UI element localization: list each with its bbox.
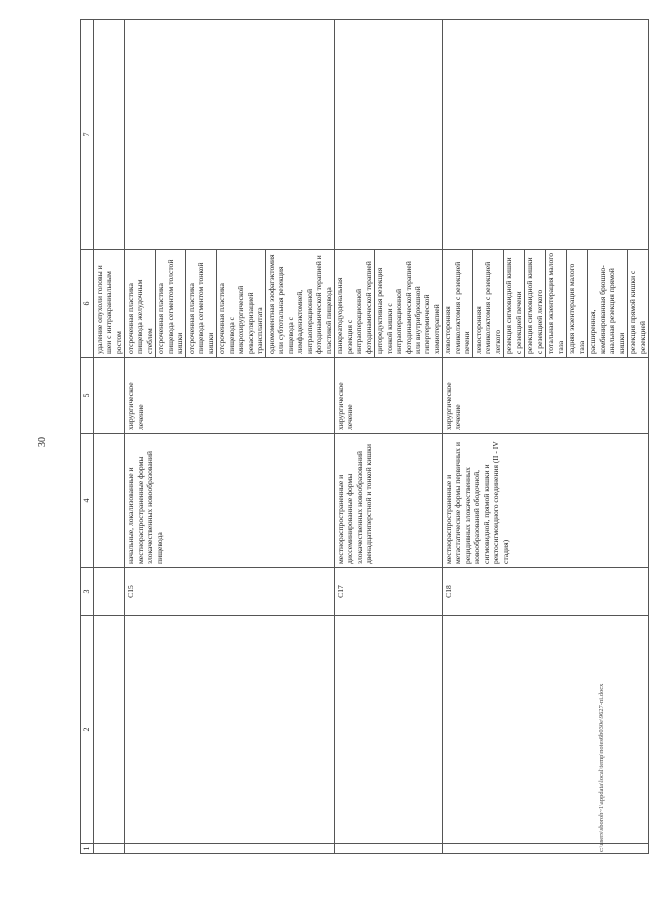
operations-cell bbox=[442, 250, 648, 358]
operation-item: расширенная, комбинированная брюшно-анальная резекция прямой кишки bbox=[588, 250, 628, 357]
column-number-3: 3 bbox=[81, 568, 94, 616]
icd-code: C17 bbox=[334, 568, 442, 616]
operation-item: левосторонняя гемиколэктомия с резекцией легкого bbox=[473, 250, 503, 357]
table-row bbox=[442, 20, 648, 854]
operation-item: панкреатодуоденальная резекция с интраоперационной фотодинамической терапией bbox=[335, 250, 375, 357]
page-number: 30 bbox=[37, 437, 48, 447]
operation-item: отсроченная пластика пищевода сегментом тонкой кишки bbox=[186, 250, 216, 357]
operations-cell bbox=[334, 250, 442, 358]
diagnosis-cell: местнораспространенные и метастатические формы первичных и рецидивных злокачественных новообразований ободочной, сигмовидной, прямой кишки и ректосигмоидного соединения (II - IV стадия) bbox=[442, 434, 648, 568]
operation-item: тотальная экзентерация малого таза bbox=[546, 250, 567, 357]
operation-item: резекция сигмовидной кишки с резекцией легкого bbox=[525, 250, 546, 357]
header-row bbox=[81, 20, 94, 854]
column-number-7: 7 bbox=[81, 20, 94, 250]
table-row bbox=[94, 20, 125, 854]
operation-cell: удаление опухоли головы и шеи с интракраниальным ростом bbox=[94, 250, 125, 358]
operations-cell bbox=[125, 250, 334, 358]
treatment-cell: хирургическое лечение bbox=[334, 358, 442, 434]
operation-item: задняя экзентерация малого таза bbox=[567, 250, 588, 357]
column-number-6: 6 bbox=[81, 250, 94, 358]
treatment-cell: хирургическое лечение bbox=[442, 358, 648, 434]
icd-code: C15 bbox=[125, 568, 334, 616]
operation-item: циторедуктивная резекция тонкой кишки с интраоперационной фотодинамической терапией или внутрибрюшной гипертермической химиотерапией bbox=[375, 261, 441, 354]
column-number-2: 2 bbox=[81, 616, 94, 844]
operation-item: отсроченная пластика пищевода сегментом толстой кишки bbox=[156, 250, 186, 357]
table-row bbox=[334, 20, 442, 854]
diagnosis-cell: начальные, локализованные и местнораспространенные формы злокачественных новообразований пищевода bbox=[125, 434, 334, 568]
rotated-page-content bbox=[80, 20, 647, 854]
operation-item: резекция прямой кишки с резекцией bbox=[628, 270, 647, 354]
table-row bbox=[125, 20, 334, 854]
diagnosis-cell: местнораспространенные и диссеминированные формы злокачественных новообразований двенадцатиперстной и тонкой кишки bbox=[334, 434, 442, 568]
footer-file-path: c:\users\sboroh~1\appdata\local\temp\notes6b030e\9627-ni.docx bbox=[598, 683, 605, 852]
treatment-table bbox=[80, 19, 649, 854]
operation-item: отсроченная пластика пищевода с микрохирургической реваскуляризацией трансплантата bbox=[217, 250, 266, 357]
column-number-1: 1 bbox=[81, 844, 94, 854]
operation-item: одномоментная эзофагэктомия или субтотальная резекция пищевода с лимфаденэктомией, интраоперационной фотодинамической терапией и пластикой пищевода bbox=[266, 254, 333, 354]
operation-item: резекция сигмовидной кишки с резекцией печени bbox=[504, 250, 525, 357]
column-number-5: 5 bbox=[81, 358, 94, 434]
operation-item: левосторонняя гемиколэктомия с резекцией печени bbox=[443, 250, 473, 357]
icd-code: C18 bbox=[442, 568, 648, 616]
treatment-cell: хирургическое лечение bbox=[125, 358, 334, 434]
operation-item: отсроченная пластика пищевода желудочным стеблем bbox=[125, 250, 155, 357]
column-number-4: 4 bbox=[81, 434, 94, 568]
